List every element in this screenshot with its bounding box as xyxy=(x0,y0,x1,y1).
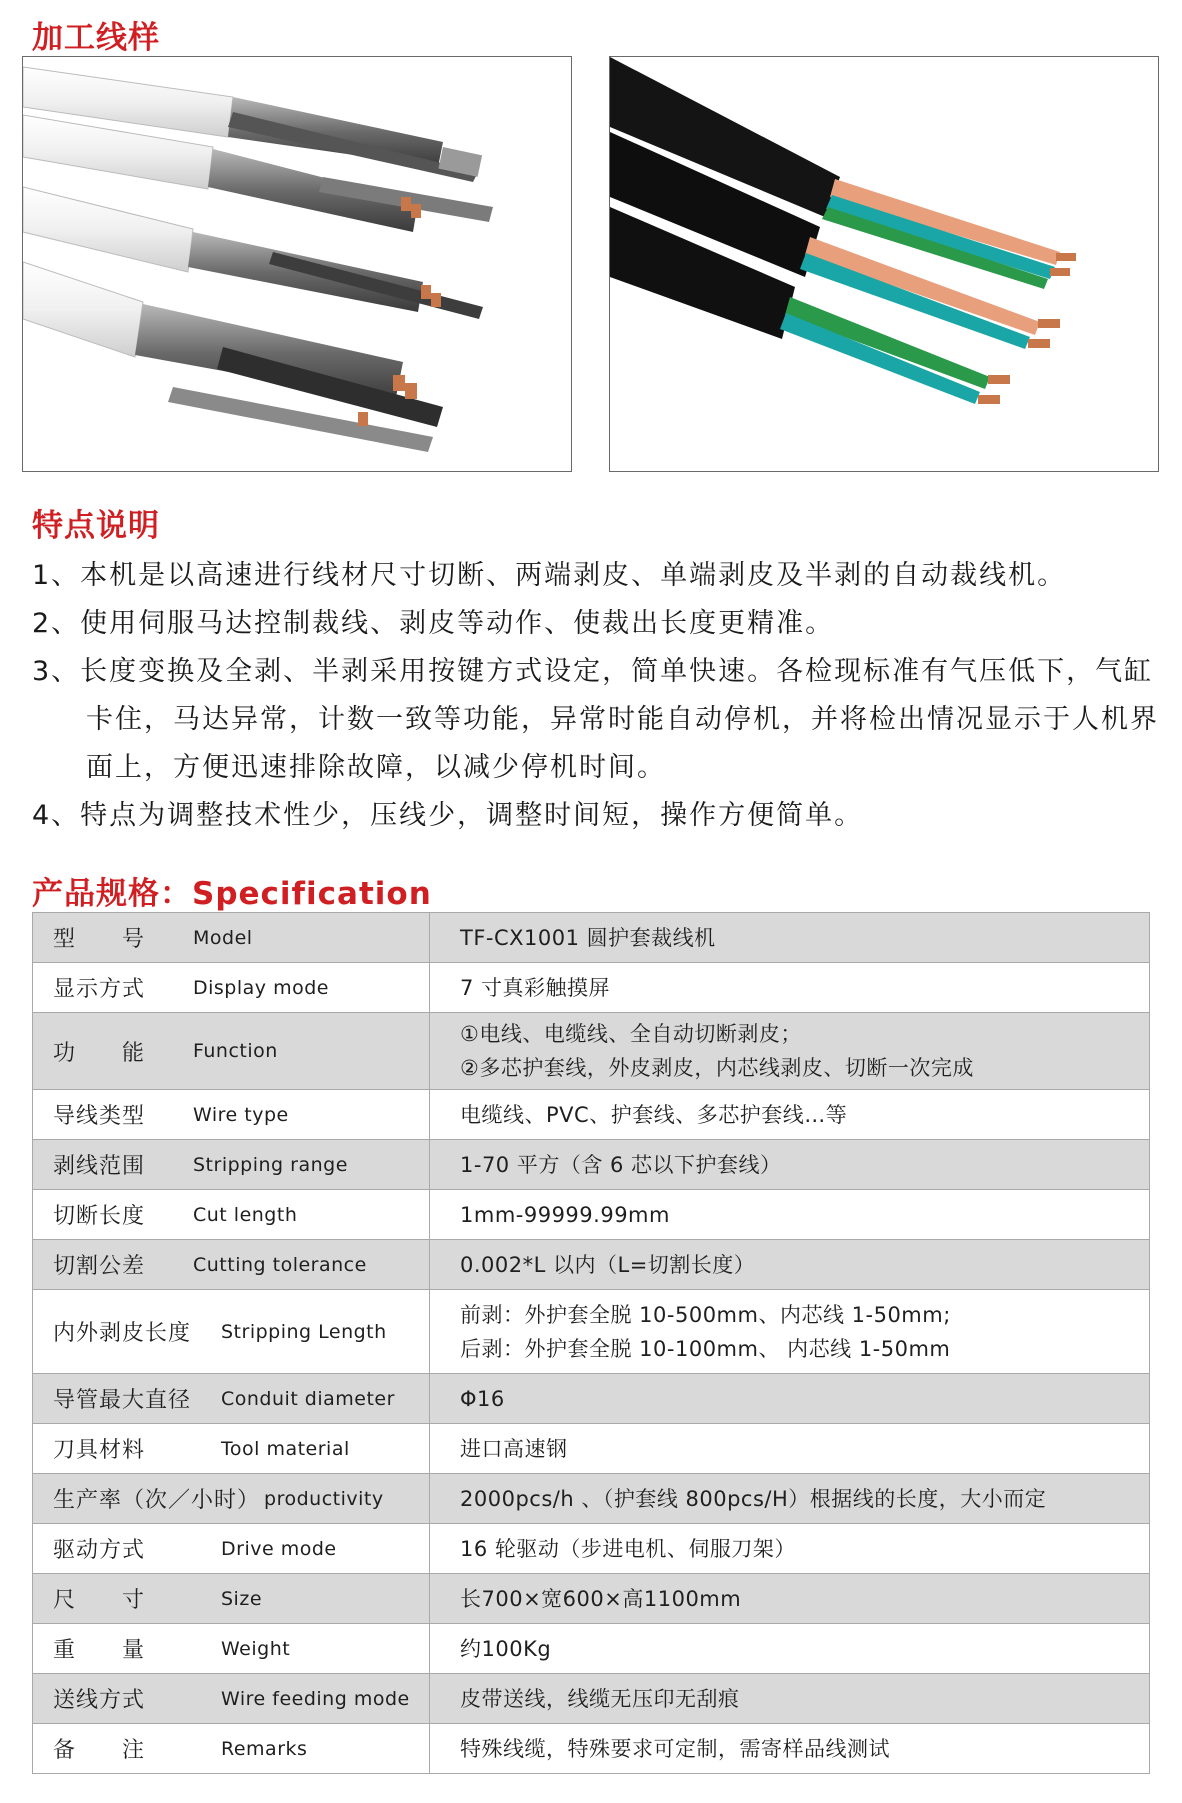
spec-label-cn: 生产率（次／小时） xyxy=(53,1488,261,1513)
feature-item: 3、长度变换及全剥、半剥采用按键方式设定，简单快速。各检现标准有气压低下，气缸卡住，马达异常，计数一致等功能，异常时能自动停机，并将检出情况显示于人机界面上，方便迅速排除故障，以减少停机时间。 xyxy=(32,656,1159,783)
spec-row xyxy=(33,963,1150,1013)
spec-row xyxy=(33,1090,1150,1140)
spec-label-en: Stripping Length xyxy=(221,1320,387,1343)
spec-row xyxy=(33,1240,1150,1290)
black-cable-samples-photo xyxy=(609,56,1159,472)
spec-label-cn: 刀具材料 xyxy=(53,1438,146,1463)
spec-value: 1mm-99999.99mm xyxy=(460,1202,670,1227)
spec-label-cn: 切断长度 xyxy=(53,1204,146,1229)
spec-label-en: Stripping range xyxy=(193,1153,348,1176)
spec-value: 皮带送线，线缆无压印无刮痕 xyxy=(460,1686,740,1711)
spec-label-cn: 备 注 xyxy=(53,1738,146,1763)
spec-value: 进口高速钢 xyxy=(460,1436,568,1461)
spec-label-cn: 驱动方式 xyxy=(53,1538,146,1563)
spec-label-en: Conduit diameter xyxy=(221,1387,395,1410)
spec-table xyxy=(32,912,1150,1774)
spec-label-en: Function xyxy=(193,1040,278,1062)
features-section-title: 特点说明 xyxy=(32,508,160,544)
spec-value: ①电线、电缆线、全自动切断剥皮； xyxy=(460,1022,802,1046)
spec-row xyxy=(33,1140,1150,1190)
spec-value: Φ16 xyxy=(460,1386,505,1411)
spec-label-cn: 导管最大直径 xyxy=(53,1388,192,1413)
spec-label-en: Model xyxy=(193,926,253,949)
spec-row xyxy=(33,1374,1150,1424)
spec-label-cn: 功 能 xyxy=(53,1040,146,1066)
spec-label-cn: 型 号 xyxy=(53,927,146,952)
spec-value: 16 轮驱动（步进电机、伺服刀架） xyxy=(460,1536,796,1561)
spec-row xyxy=(33,1524,1150,1574)
spec-label-en: Remarks xyxy=(221,1737,308,1760)
spec-label-en: Cutting tolerance xyxy=(193,1253,367,1276)
spec-value: TF-CX1001 圆护套裁线机 xyxy=(460,925,716,950)
white-cable-samples-photo xyxy=(22,56,572,472)
spec-label-en: Cut length xyxy=(193,1203,298,1226)
spec-value: ②多芯护套线，外皮剥皮，内芯线剥皮、切断一次完成 xyxy=(460,1056,974,1080)
spec-value: 0.002*L 以内（L=切割长度） xyxy=(460,1252,756,1277)
spec-section-title: 产品规格：Specification xyxy=(32,876,432,912)
spec-label-cn: 内外剥皮长度 xyxy=(53,1321,192,1346)
spec-label-en: Size xyxy=(221,1587,263,1610)
spec-label-cn: 送线方式 xyxy=(53,1688,146,1713)
spec-label-cn: 尺 寸 xyxy=(53,1588,146,1613)
spec-label-cn: 导线类型 xyxy=(53,1104,146,1129)
spec-value: 前剥：外护套全脱 10-500mm、内芯线 1-50mm; xyxy=(460,1302,951,1327)
spec-value: 电缆线、PVC、护套线、多芯护套线…等 xyxy=(460,1102,848,1127)
spec-value: 约100Kg xyxy=(460,1636,552,1661)
spec-row xyxy=(33,1724,1150,1774)
spec-label-en: Drive mode xyxy=(221,1537,337,1560)
spec-value: 特殊线缆，特殊要求可定制，需寄样品线测试 xyxy=(460,1736,890,1761)
spec-label-en: Wire type xyxy=(193,1103,289,1126)
spec-row xyxy=(33,1290,1150,1374)
spec-value: 2000pcs/h 、（护套线 800pcs/H）根据线的长度，大小而定 xyxy=(460,1486,1047,1511)
spec-label-cn: 重 量 xyxy=(53,1638,146,1663)
spec-label-cn: 显示方式 xyxy=(53,977,146,1002)
spec-label-cn: 剥线范围 xyxy=(53,1154,146,1179)
spec-row xyxy=(33,913,1150,963)
spec-row xyxy=(33,1424,1150,1474)
spec-label-en: Wire feeding mode xyxy=(221,1687,410,1710)
spec-row xyxy=(33,1624,1150,1674)
spec-label-en: Tool material xyxy=(221,1437,350,1460)
spec-row xyxy=(33,1574,1150,1624)
spec-label-en: Display mode xyxy=(193,976,329,999)
feature-item: 4、特点为调整技术性少，压线少，调整时间短，操作方便简单。 xyxy=(32,800,864,831)
spec-label-en: Weight xyxy=(221,1637,291,1660)
spec-row xyxy=(33,1474,1150,1524)
samples-section-title: 加工线样 xyxy=(32,20,160,56)
spec-value: 长700×宽600×高1100mm xyxy=(460,1586,742,1611)
features-list xyxy=(32,552,1172,840)
spec-row xyxy=(33,1190,1150,1240)
feature-item: 1、本机是以高速进行线材尺寸切断、两端剥皮、单端剥皮及半剥的自动裁线机。 xyxy=(32,560,1067,591)
spec-row xyxy=(33,1013,1150,1090)
spec-value: 7 寸真彩触摸屏 xyxy=(460,975,611,1000)
spec-value: 1-70 平方（含 6 芯以下护套线） xyxy=(460,1152,782,1177)
spec-label-en: productivity xyxy=(264,1487,384,1510)
spec-value: 后剥：外护套全脱 10-100mm、 内芯线 1-50mm xyxy=(460,1336,951,1361)
spec-row xyxy=(33,1674,1150,1724)
feature-item: 2、使用伺服马达控制裁线、剥皮等动作、使裁出长度更精准。 xyxy=(32,608,835,639)
spec-label-cn: 切割公差 xyxy=(53,1254,146,1279)
